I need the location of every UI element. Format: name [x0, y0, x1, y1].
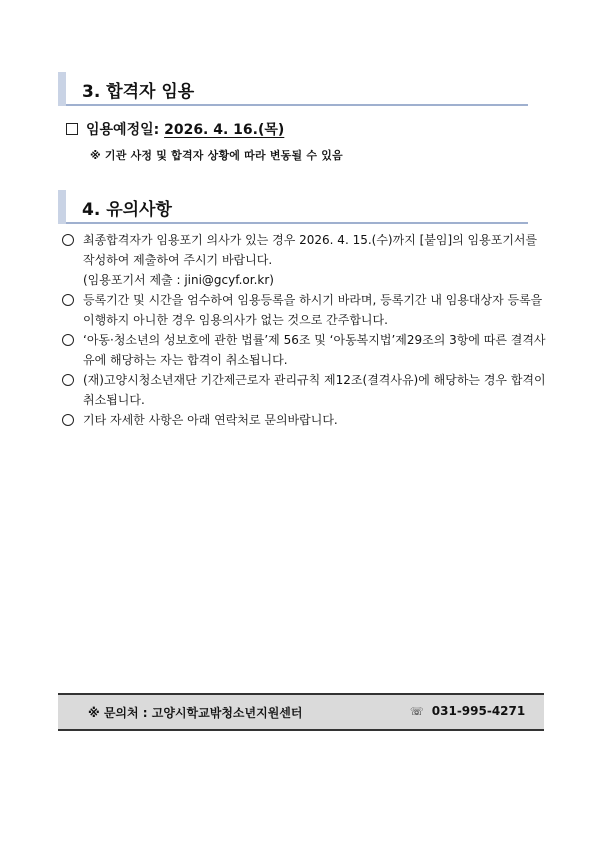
section-4-title: 4. 유의사항	[82, 200, 172, 220]
phone-icon: ☏	[410, 705, 424, 718]
appointment-date-line	[66, 119, 284, 139]
phone-number: 031-995-4271	[431, 704, 526, 718]
list-item-text: (재)고양시청소년재단 기간제근로자 관리규칙 제12조(결격사유)에 해당하는 경우 합격이 취소됩니다.	[83, 373, 546, 407]
notes-list	[62, 230, 552, 430]
section-3-title: 3. 합격자 임용	[82, 82, 195, 102]
list-item	[62, 330, 552, 370]
section-3-header	[58, 72, 528, 106]
contact-label: ※ 문의처 : 고양시학교밖청소년지원센터	[88, 706, 303, 720]
list-item-text: 등록기간 및 시간을 엄수하여 임용등록을 하시기 바라며, 등록기간 내 임용대상자 등록을 이행하지 아니한 경우 임용의사가 없는 것으로 간주합니다.	[83, 293, 543, 327]
appointment-date: 2026. 4. 16.(목)	[164, 122, 285, 138]
list-item	[62, 410, 552, 430]
section-4-header	[58, 190, 528, 224]
list-item	[62, 290, 552, 330]
circle-bullet-icon	[62, 414, 74, 426]
circle-bullet-icon	[62, 374, 74, 386]
circle-bullet-icon	[62, 234, 74, 246]
section-underline	[66, 104, 528, 106]
circle-bullet-icon	[62, 334, 74, 346]
section-accent-bar	[58, 190, 66, 224]
square-bullet-icon	[66, 123, 78, 135]
contact-box	[58, 693, 544, 731]
phone-block	[410, 704, 525, 718]
circle-bullet-icon	[62, 294, 74, 306]
list-item	[62, 370, 552, 410]
change-notice: ※ 기관 사정 및 합격자 상황에 따라 변동될 수 있음	[90, 149, 343, 162]
list-item-text: ‘아동·청소년의 성보호에 관한 법률’제 56조 및 ‘아동복지법’제29조의 3항에 따른 결격사유에 해당하는 자는 합격이 취소됩니다.	[83, 333, 546, 367]
section-underline	[66, 222, 528, 224]
list-item-text: 기타 자세한 사항은 아래 연락처로 문의바랍니다.	[83, 413, 338, 427]
list-item-subtext: (임용포기서 제출 : jini@gcyf.or.kr)	[83, 273, 274, 287]
list-item	[62, 230, 552, 290]
appointment-label: 임용예정일:	[86, 122, 165, 138]
section-accent-bar	[58, 72, 66, 106]
list-item-text: 최종합격자가 임용포기 의사가 있는 경우 2026. 4. 15.(수)까지 [붙임]의 임용포기서를 작성하여 제출하여 주시기 바랍니다.	[83, 233, 538, 267]
